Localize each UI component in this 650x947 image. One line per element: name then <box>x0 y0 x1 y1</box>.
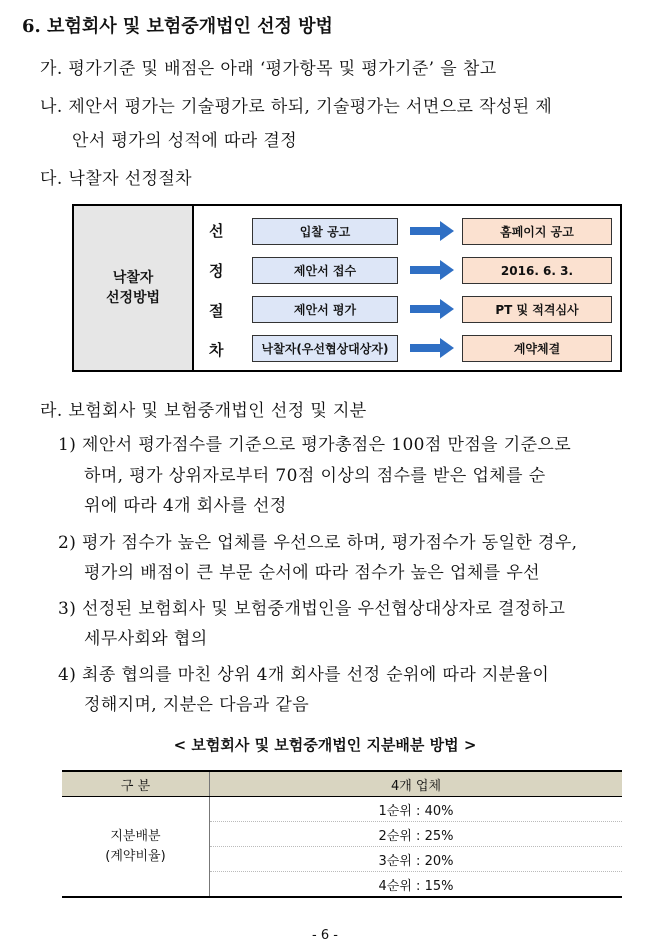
row-label-line1: 지분배분 <box>110 828 161 844</box>
flow-box-bid-notice: 입찰 공고 <box>252 218 398 245</box>
step-char-1: 선 <box>209 222 224 240</box>
item-da: 다. 낙찰자 선정절차 <box>40 169 192 189</box>
flow-box-pt-review: PT 및 적격심사 <box>462 296 612 323</box>
subitem-3-line1: 3) 선정된 보험회사 및 보험중개법인을 우선협상대상자로 결정하고 <box>58 599 566 619</box>
table-caption: < 보험회사 및 보험중개법인 지분배분 방법 > <box>173 736 477 754</box>
selection-flow-diagram <box>72 204 622 372</box>
subitem-2-line2: 평가의 배점이 큰 부문 순서에 따라 점수가 높은 업체를 우선 <box>84 563 540 583</box>
subitem-4-line1: 4) 최종 협의를 마친 상위 4개 회사를 선정 순위에 따라 지분율이 <box>58 665 550 685</box>
item-ra: 라. 보험회사 및 보험중개법인 선정 및 지분 <box>40 401 367 421</box>
flow-left-label <box>74 206 194 370</box>
subitem-3-line2: 세무사회와 협의 <box>84 629 208 649</box>
flow-box-contract: 계약체결 <box>462 335 612 362</box>
rank-2-share: 2순위 : 25% <box>210 822 623 847</box>
flow-box-proposal-receipt: 제안서 접수 <box>252 257 398 284</box>
item-ga: 가. 평가기준 및 배점은 아래 ‘평가항목 및 평가기준’ 을 참고 <box>40 59 497 79</box>
subitem-1-line3: 위에 따라 4개 회사를 선정 <box>84 496 287 516</box>
section-title: 6. 보험회사 및 보험중개법인 선정 방법 <box>22 16 333 37</box>
header-category: 구 분 <box>62 771 210 797</box>
flow-left-label-line1: 낙찰자 <box>112 270 154 286</box>
subitem-1-line2: 하며, 평가 상위자로부터 70점 이상의 점수를 받은 업체를 순 <box>84 466 546 486</box>
page-number: - 6 - <box>312 928 338 943</box>
right-arrow-icon <box>410 259 454 281</box>
right-arrow-icon <box>410 298 454 320</box>
flow-box-proposal-evaluation: 제안서 평가 <box>252 296 398 323</box>
step-char-2: 정 <box>209 262 224 280</box>
table-header-row <box>62 771 622 797</box>
rank-1-share: 1순위 : 40% <box>210 797 623 822</box>
step-char-4: 차 <box>209 341 224 359</box>
subitem-4-line2: 정해지며, 지분은 다음과 같음 <box>84 695 310 715</box>
header-four-companies: 4개 업체 <box>210 771 623 797</box>
subitem-1-line1: 1) 제안서 평가점수를 기준으로 평가총점은 100점 만점을 기준으로 <box>58 435 572 455</box>
flow-box-winner: 낙찰자(우선협상대상자) <box>252 335 398 362</box>
flow-box-receipt-date: 2016. 6. 3. <box>462 257 612 284</box>
step-char-3: 절 <box>209 302 224 320</box>
row-label-line2: (계약비율) <box>105 848 166 864</box>
right-arrow-icon <box>410 220 454 242</box>
item-na-line2: 안서 평가의 성적에 따라 결정 <box>72 131 298 151</box>
flow-left-label-line2: 선정방법 <box>105 290 161 306</box>
share-allocation-table <box>62 770 622 898</box>
item-na-line1: 나. 제안서 평가는 기술평가로 하되, 기술평가는 서면으로 작성된 제 <box>40 97 553 117</box>
rank-3-share: 3순위 : 20% <box>210 847 623 872</box>
rank-4-share: 4순위 : 15% <box>210 872 623 898</box>
right-arrow-icon <box>410 337 454 359</box>
subitem-2-line1: 2) 평가 점수가 높은 업체를 우선으로 하며, 평가점수가 동일한 경우, <box>58 533 578 553</box>
row-label <box>62 797 210 898</box>
table-row <box>62 797 622 822</box>
flow-box-homepage-notice: 홈페이지 공고 <box>462 218 612 245</box>
